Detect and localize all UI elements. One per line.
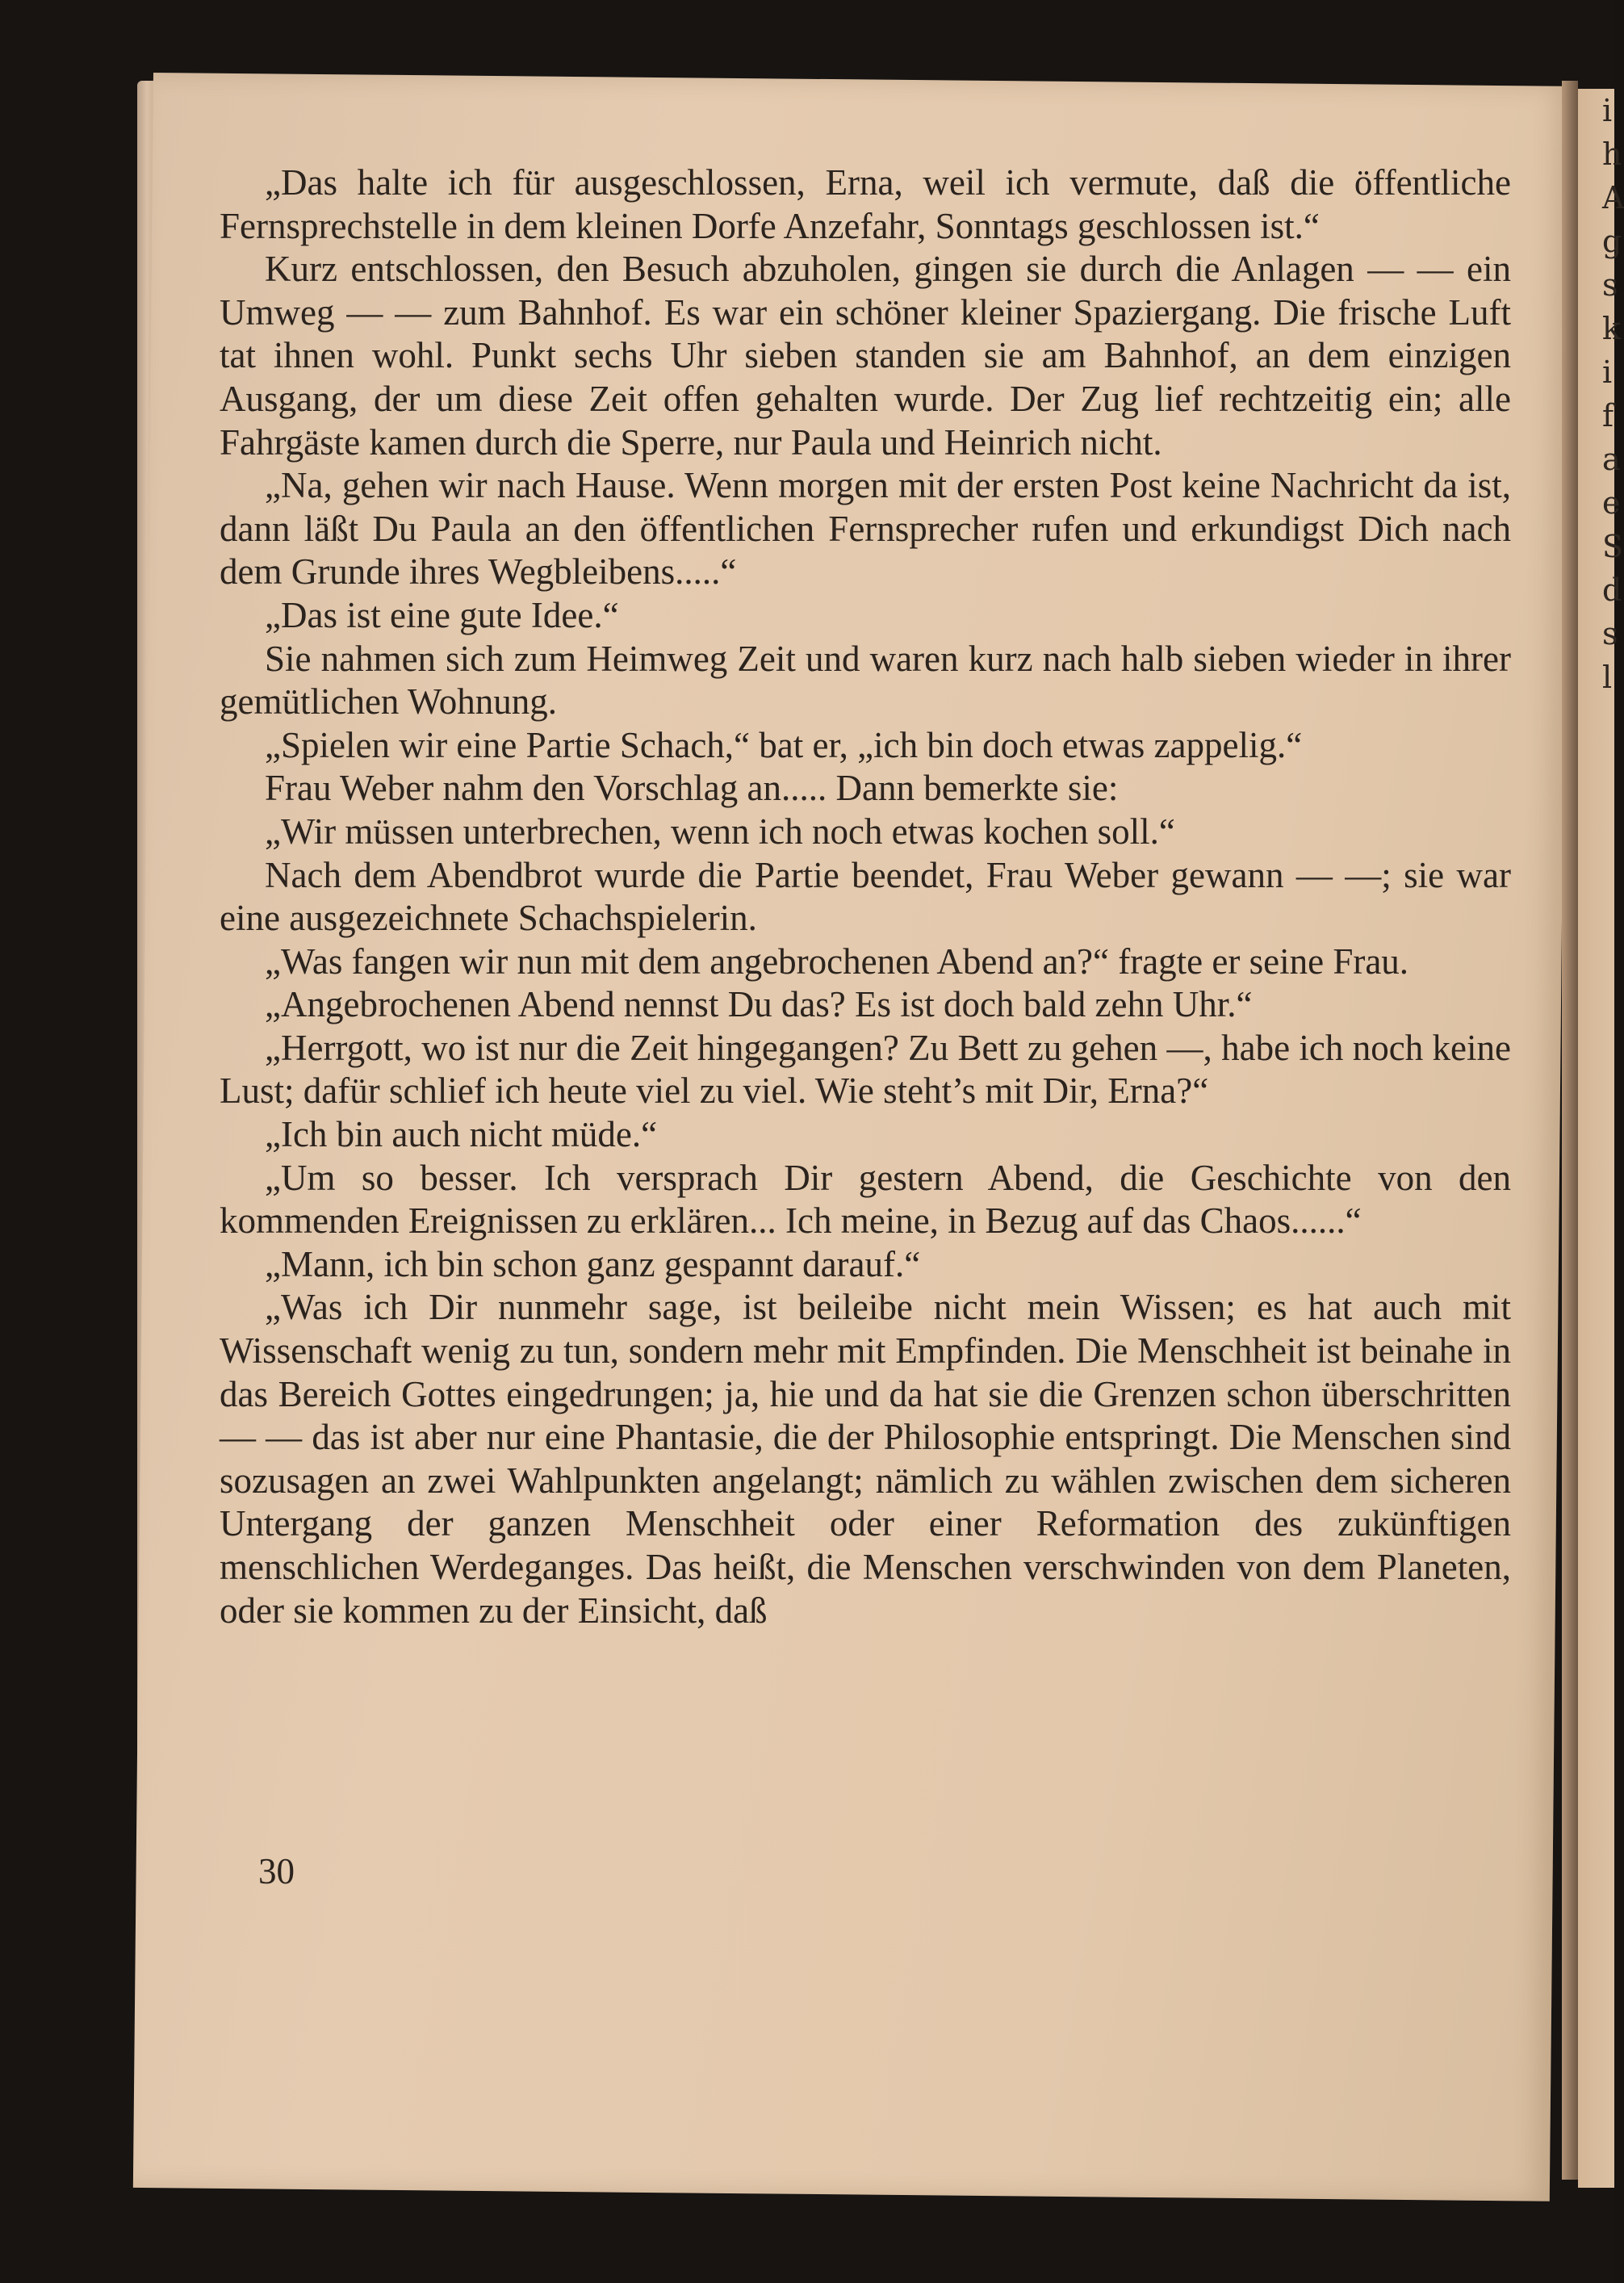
next-page-letter: s bbox=[1602, 267, 1618, 303]
paragraph: „Was ich Dir nunmehr sage, ist beileibe nicht mein Wissen; es hat auch mit Wissenschaft wenig zu tun, sondern mehr mit Empfinden. Die Menschheit ist beinahe in das Bereich Gottes eingedrungen; ja, hie und da hat sie die Grenzen schon überschritten — — das ist aber nur eine Phantasie, die der Philosophie entspringt. Die Menschen sind sozusagen an zwei Wahlpunkten angelangt; nämlich zu wählen zwischen dem sicheren Untergang der ganzen Menschheit oder einer Reformation des zukünftigen menschlichen Werdeganges. Das heißt, die Menschen verschwinden von dem Planeten, oder sie kommen zu der Einsicht, daß bbox=[220, 1287, 1511, 1631]
next-page-letter: l bbox=[1602, 660, 1613, 695]
paragraph: „Angebrochenen Abend nennst Du das? Es ist doch bald zehn Uhr.“ bbox=[265, 984, 1253, 1025]
paragraph: Sie nahmen sich zum Heimweg Zeit und waren kurz nach halb sieben wieder in ihrer gemütlichen Wohnung. bbox=[220, 638, 1511, 723]
paragraph: „Ich bin auch nicht müde.“ bbox=[265, 1114, 658, 1155]
next-page-letter: A bbox=[1602, 180, 1624, 216]
paragraph: „Um so besser. Ich versprach Dir gestern Abend, die Geschichte von den kommenden Ereignissen zu erklären... Ich meine, in Bezug auf das Chaos......“ bbox=[220, 1157, 1511, 1242]
paragraph: „Mann, ich bin schon ganz gespannt darauf.“ bbox=[265, 1243, 921, 1284]
next-page-edge bbox=[1578, 89, 1624, 2188]
next-page-letter: S bbox=[1602, 529, 1624, 564]
paragraph: Frau Weber nahm den Vorschlag an..... Dann bemerkte sie: bbox=[265, 768, 1119, 809]
next-page-letter: k bbox=[1602, 311, 1622, 346]
next-page-letter: h bbox=[1602, 136, 1622, 172]
paragraph: „Wir müssen unterbrechen, wenn ich noch etwas kochen soll.“ bbox=[265, 811, 1175, 852]
paragraph: „Herrgott, wo ist nur die Zeit hingegangen? Zu Bett zu gehen —, habe ich noch keine Lust; dafür schlief ich heute viel zu viel. Wie steht’s mit Dir, Erna?“ bbox=[220, 1027, 1511, 1112]
next-page-letter: g bbox=[1602, 224, 1622, 259]
next-page-letter: i bbox=[1602, 93, 1613, 128]
next-page-letter: d bbox=[1602, 572, 1622, 608]
paragraph: Nach dem Abendbrot wurde die Partie beendet, Frau Weber gewann — —; sie war eine ausgezeichnete Schachspielerin. bbox=[220, 854, 1511, 939]
next-page-letter: a bbox=[1602, 442, 1621, 477]
paragraph: „Das halte ich für ausgeschlossen, Erna, weil ich vermute, daß die öffentliche Fernsprechstelle in dem kleinen Dorfe Anzefahr, Sonntags geschlossen ist.“ bbox=[220, 162, 1511, 246]
paragraph: „Das ist eine gute Idee.“ bbox=[265, 594, 619, 635]
paragraph: Kurz entschlossen, den Besuch abzuholen, gingen sie durch die Anlagen — — ein Umweg — — zum Bahnhof. Es war ein schöner kleiner Spaziergang. Die frische Luft tat ihnen wohl. Punkt sechs Uhr sieben standen sie am Bahnhof, an dem einzigen Ausgang, der um diese Zeit offen gehalten wurde. Der Zug lief rechtzeitig ein; alle Fahrgäste kamen durch die Sperre, nur Paula und Heinrich nicht. bbox=[220, 249, 1511, 463]
paragraph: „Spielen wir eine Partie Schach,“ bat er, „ich bin doch etwas zappelig.“ bbox=[265, 724, 1303, 765]
next-page-letter: e bbox=[1602, 485, 1621, 521]
next-page-letter: s bbox=[1602, 616, 1618, 651]
next-page-letter: i bbox=[1602, 354, 1613, 390]
paragraph: „Na, gehen wir nach Hause. Wenn morgen mit der ersten Post keine Nachricht da ist, dann läßt Du Paula an den öffentlichen Fernsprecher rufen und erkundigst Dich nach dem Grunde ihres Wegbleibens.....“ bbox=[220, 465, 1511, 593]
page-body-text bbox=[220, 161, 1511, 1632]
page-number: 30 bbox=[258, 1851, 295, 1891]
paragraph: „Was fangen wir nun mit dem angebrochenen Abend an?“ fragte er seine Frau. bbox=[265, 940, 1409, 982]
next-page-letter: f bbox=[1602, 398, 1614, 434]
book-gutter bbox=[1562, 81, 1578, 2180]
